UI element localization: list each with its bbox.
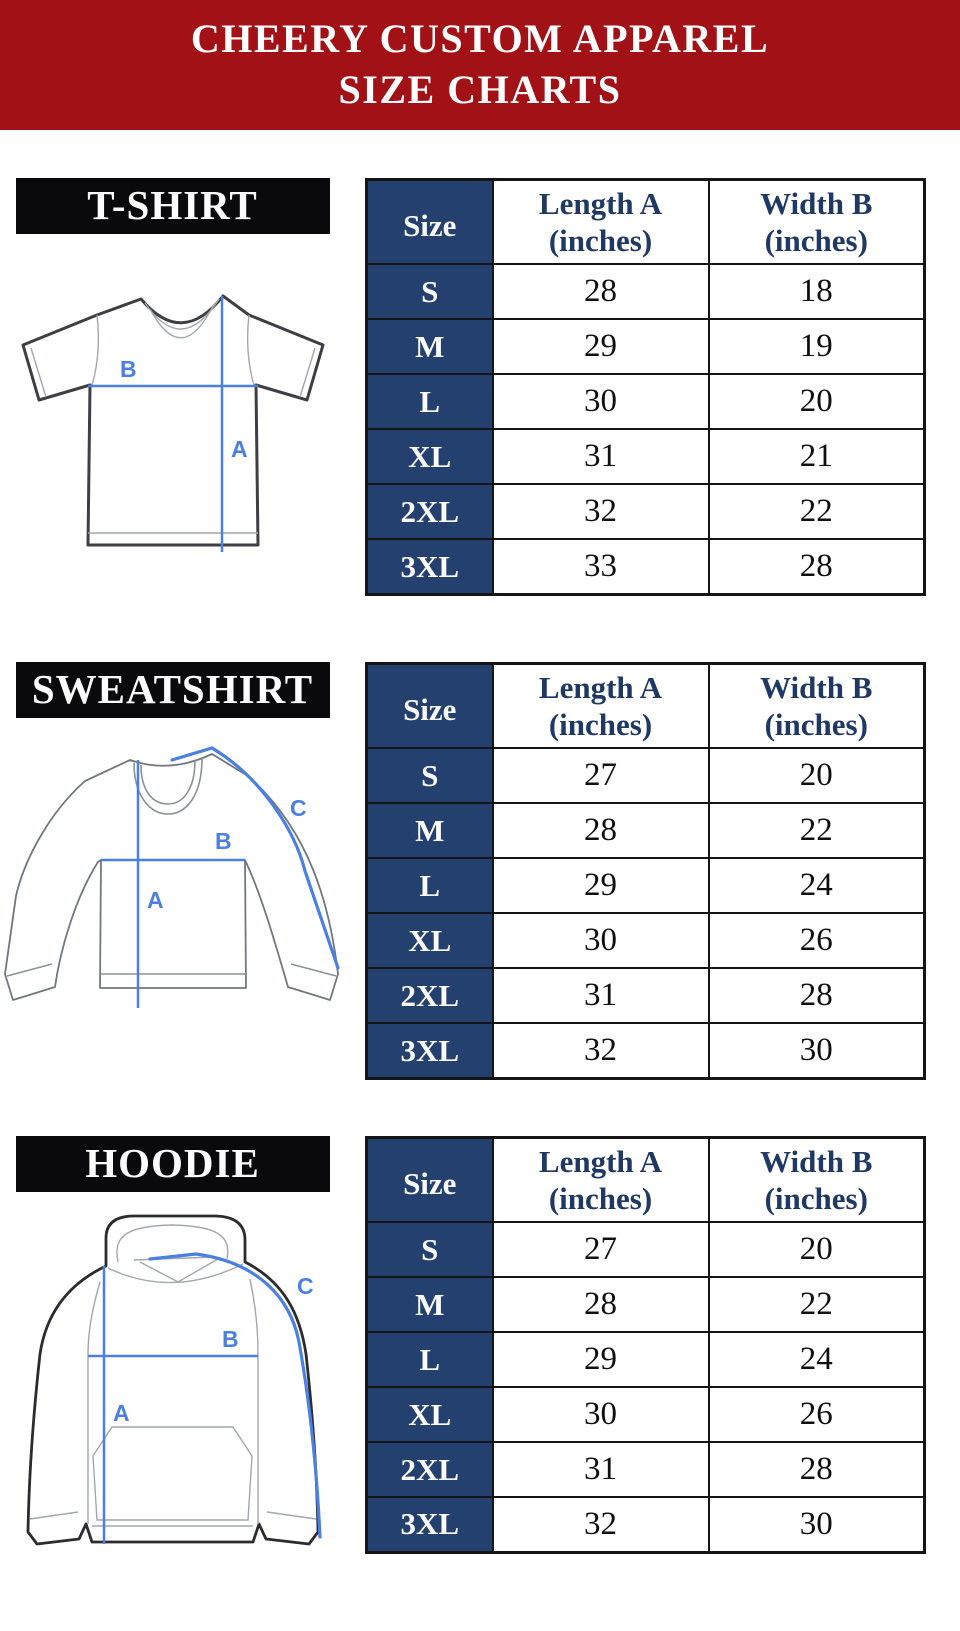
table-row (367, 319, 925, 374)
length-header-label: Length A (538, 1143, 663, 1179)
width-cell: 26 (709, 913, 925, 968)
length-header-unit: (inches) (548, 223, 653, 259)
section-label-sweatshirt: SWEATSHIRT (16, 662, 330, 718)
size-cell: 2XL (367, 1442, 493, 1497)
width-cell: 28 (709, 1442, 925, 1497)
header-banner (0, 0, 960, 130)
width-header-unit: (inches) (764, 1180, 868, 1216)
size-cell: L (367, 858, 493, 913)
length-cell: 31 (493, 968, 709, 1023)
width-cell: 22 (709, 1277, 925, 1332)
width-cell: 30 (709, 1023, 925, 1078)
length-cell: 33 (493, 539, 709, 594)
tshirt-illustration (0, 285, 345, 560)
size-column-header: Size (367, 180, 493, 265)
width-cell: 18 (709, 264, 925, 319)
hoodie-left-column (0, 1136, 345, 1549)
sweatshirt-left-column (0, 662, 345, 1016)
table-row (367, 803, 925, 858)
length-cell: 28 (493, 264, 709, 319)
sweatshirt-measure-label-a: A (147, 886, 164, 913)
length-cell: 29 (493, 319, 709, 374)
section-label-hoodie: HOODIE (16, 1136, 330, 1192)
page-title-line2: SIZE CHARTS (338, 67, 622, 112)
hoodie-measure-label-c: C (297, 1272, 314, 1299)
width-cell: 20 (709, 1222, 925, 1277)
length-cell: 32 (493, 1023, 709, 1078)
length-cell: 27 (493, 748, 709, 803)
hoodie-size-table (365, 1136, 926, 1554)
section-label-tshirt: T-SHIRT (16, 178, 330, 234)
page-title-line1: CHEERY CUSTOM APPAREL (190, 16, 770, 61)
length-cell: 32 (493, 484, 709, 539)
hoodie-illustration (0, 1204, 345, 1549)
width-header-label: Width B (760, 669, 873, 705)
width-cell: 20 (709, 374, 925, 429)
width-cell: 21 (709, 429, 925, 484)
table-row (367, 539, 925, 594)
length-column-header (493, 1137, 709, 1222)
width-cell: 20 (709, 748, 925, 803)
width-column-header (709, 1137, 925, 1222)
length-cell: 30 (493, 1387, 709, 1442)
size-cell: 3XL (367, 1023, 493, 1078)
size-cell: 2XL (367, 484, 493, 539)
length-cell: 31 (493, 1442, 709, 1497)
hoodie-measure-label-a: A (113, 1399, 130, 1426)
length-column-header (493, 663, 709, 748)
length-header-label: Length A (538, 669, 663, 705)
width-cell: 30 (709, 1497, 925, 1552)
size-cell: S (367, 264, 493, 319)
length-cell: 32 (493, 1497, 709, 1552)
width-cell: 24 (709, 1332, 925, 1387)
sweatshirt-measure-label-c: C (290, 794, 307, 821)
width-column-header (709, 180, 925, 265)
length-header-unit: (inches) (548, 1180, 653, 1216)
width-cell: 24 (709, 858, 925, 913)
size-cell: 3XL (367, 1497, 493, 1552)
length-cell: 30 (493, 374, 709, 429)
sweatshirt-illustration (0, 736, 345, 1016)
table-row (367, 1442, 925, 1497)
table-row (367, 1023, 925, 1078)
section-tshirt (0, 178, 960, 596)
length-cell: 31 (493, 429, 709, 484)
width-cell: 26 (709, 1387, 925, 1442)
table-row (367, 374, 925, 429)
length-cell: 29 (493, 1332, 709, 1387)
table-row (367, 1332, 925, 1387)
table-row (367, 1222, 925, 1277)
table-row (367, 913, 925, 968)
table-row (367, 1387, 925, 1442)
length-header-unit: (inches) (548, 707, 653, 743)
table-header-row (367, 180, 925, 265)
width-header-label: Width B (760, 1143, 873, 1179)
table-row (367, 484, 925, 539)
size-cell: 2XL (367, 968, 493, 1023)
size-column-header: Size (367, 663, 493, 748)
sweatshirt-measure-label-b: B (215, 827, 232, 854)
length-cell: 29 (493, 858, 709, 913)
section-sweatshirt (0, 662, 960, 1080)
section-hoodie (0, 1136, 960, 1554)
size-cell: M (367, 803, 493, 858)
length-cell: 28 (493, 803, 709, 858)
table-row (367, 858, 925, 913)
length-column-header (493, 180, 709, 265)
sweatshirt-size-table (365, 662, 926, 1080)
tshirt-measure-label-a: A (231, 436, 248, 462)
hoodie-measure-label-b: B (222, 1325, 239, 1352)
size-cell: M (367, 1277, 493, 1332)
table-row (367, 1497, 925, 1552)
width-header-unit: (inches) (764, 707, 868, 743)
table-header-row (367, 663, 925, 748)
table-row (367, 264, 925, 319)
table-row (367, 429, 925, 484)
width-cell: 22 (709, 803, 925, 858)
table-header-row (367, 1137, 925, 1222)
size-cell: XL (367, 1387, 493, 1442)
table-row (367, 968, 925, 1023)
size-cell: L (367, 1332, 493, 1387)
table-row (367, 1277, 925, 1332)
width-cell: 28 (709, 539, 925, 594)
length-cell: 28 (493, 1277, 709, 1332)
width-cell: 22 (709, 484, 925, 539)
tshirt-left-column (0, 178, 345, 560)
size-cell: L (367, 374, 493, 429)
length-cell: 30 (493, 913, 709, 968)
tshirt-measure-label-b: B (120, 356, 137, 382)
length-header-label: Length A (538, 186, 663, 221)
width-column-header (709, 663, 925, 748)
width-cell: 19 (709, 319, 925, 374)
size-cell: S (367, 748, 493, 803)
size-cell: S (367, 1222, 493, 1277)
width-header-label: Width B (760, 186, 873, 221)
size-column-header: Size (367, 1137, 493, 1222)
size-cell: XL (367, 429, 493, 484)
size-cell: M (367, 319, 493, 374)
tshirt-size-table (365, 178, 926, 596)
table-row (367, 748, 925, 803)
size-cell: 3XL (367, 539, 493, 594)
width-cell: 28 (709, 968, 925, 1023)
size-cell: XL (367, 913, 493, 968)
width-header-unit: (inches) (764, 223, 868, 259)
length-cell: 27 (493, 1222, 709, 1277)
